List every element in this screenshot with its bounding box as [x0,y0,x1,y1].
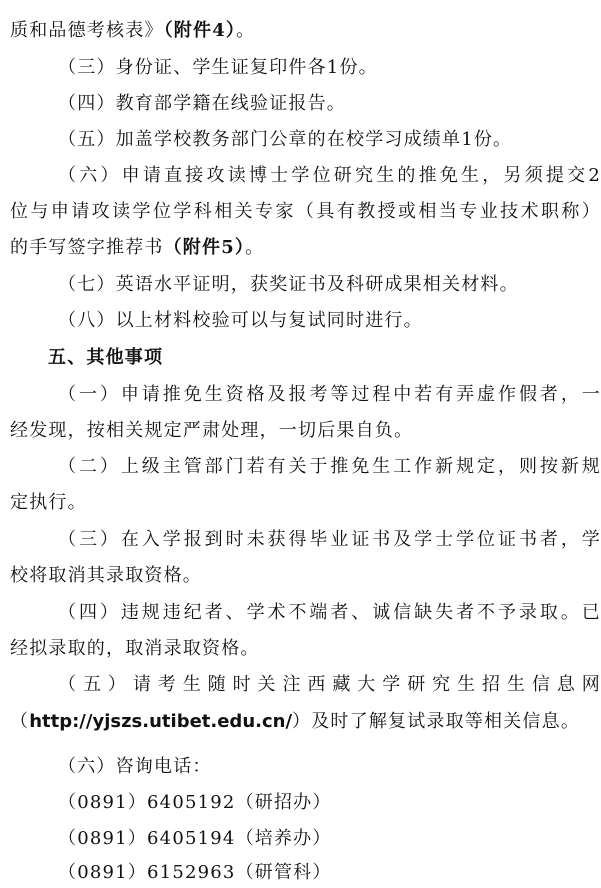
section-heading-other: 五、其他事项 [48,347,164,368]
other-2-line1 [58,452,601,482]
text: （二）上级主管部门若有关于推免生工作新规定，则按新规 [58,456,601,477]
other-1-line2: 经发现，按相关规定严肃处理，一切后果自负。 [10,420,414,441]
text: 的手写签字推荐书 [10,237,164,258]
text: 质和品德考核表》 [10,20,164,41]
text: （六）申请直接攻读博士学位研究生的推免生，另须提交2 [58,165,601,186]
appendix4-ref: （附件4） [163,20,237,41]
phone-management: （0891）6152963（研管科） [58,862,332,883]
item-6-line1 [58,161,601,191]
phone-training: （0891）6405194（培养办） [58,828,332,849]
item-8-materials: （八）以上材料校验可以与复试同时进行。 [58,310,423,331]
item-7-english: （七）英语水平证明，获奖证书及科研成果相关材料。 [58,274,519,295]
text: （三）在入学报到时未获得毕业证书及学士学位证书者，学 [58,529,601,550]
text: （四）违规违纪者、学术不端者、诚信缺失者不予录取。已 [58,602,601,623]
line-appendix4 [10,16,601,46]
other-4-line1 [58,598,601,628]
item-3-id-copies: （三）身份证、学生证复印件各1份。 [58,57,378,78]
other-2-line2: 定执行。 [10,492,87,513]
text: （一）申请推免生资格及报考等过程中若有弄虚作假者，一 [58,384,601,405]
other-5-line2 [10,707,601,737]
text: （ [10,711,30,732]
other-3-line1 [58,525,601,555]
text: 位与申请攻读学位学科相关专家（具有教授或相当专业技术职称） [10,201,601,222]
item-4-verification-report: （四）教育部学籍在线验证报告。 [58,93,346,114]
other-4-line2: 经拟录取的，取消录取资格。 [10,638,260,659]
other-5-line1 [58,670,601,700]
other-3-line2: 校将取消其录取资格。 [10,565,202,586]
phone-admissions: （0891）6405192（研招办） [58,792,332,813]
website-url: http://yjszs.utibet.edu.cn/ [29,711,293,732]
other-1-line1 [58,380,601,410]
text: （五）请考生随时关注西藏大学研究生招生信息网 [58,674,601,695]
text: 。 [236,20,256,41]
item-6-line2 [10,197,601,227]
other-6-contact-heading: （六）咨询电话： [58,756,212,777]
appendix5-ref: （附件5） [163,237,246,258]
item-5-transcript: （五）加盖学校教务部门公章的在校学习成绩单1份。 [58,129,513,150]
text: ）及时了解复试录取等相关信息。 [292,711,581,732]
line-appendix5 [10,233,601,263]
text: 。 [245,237,265,258]
